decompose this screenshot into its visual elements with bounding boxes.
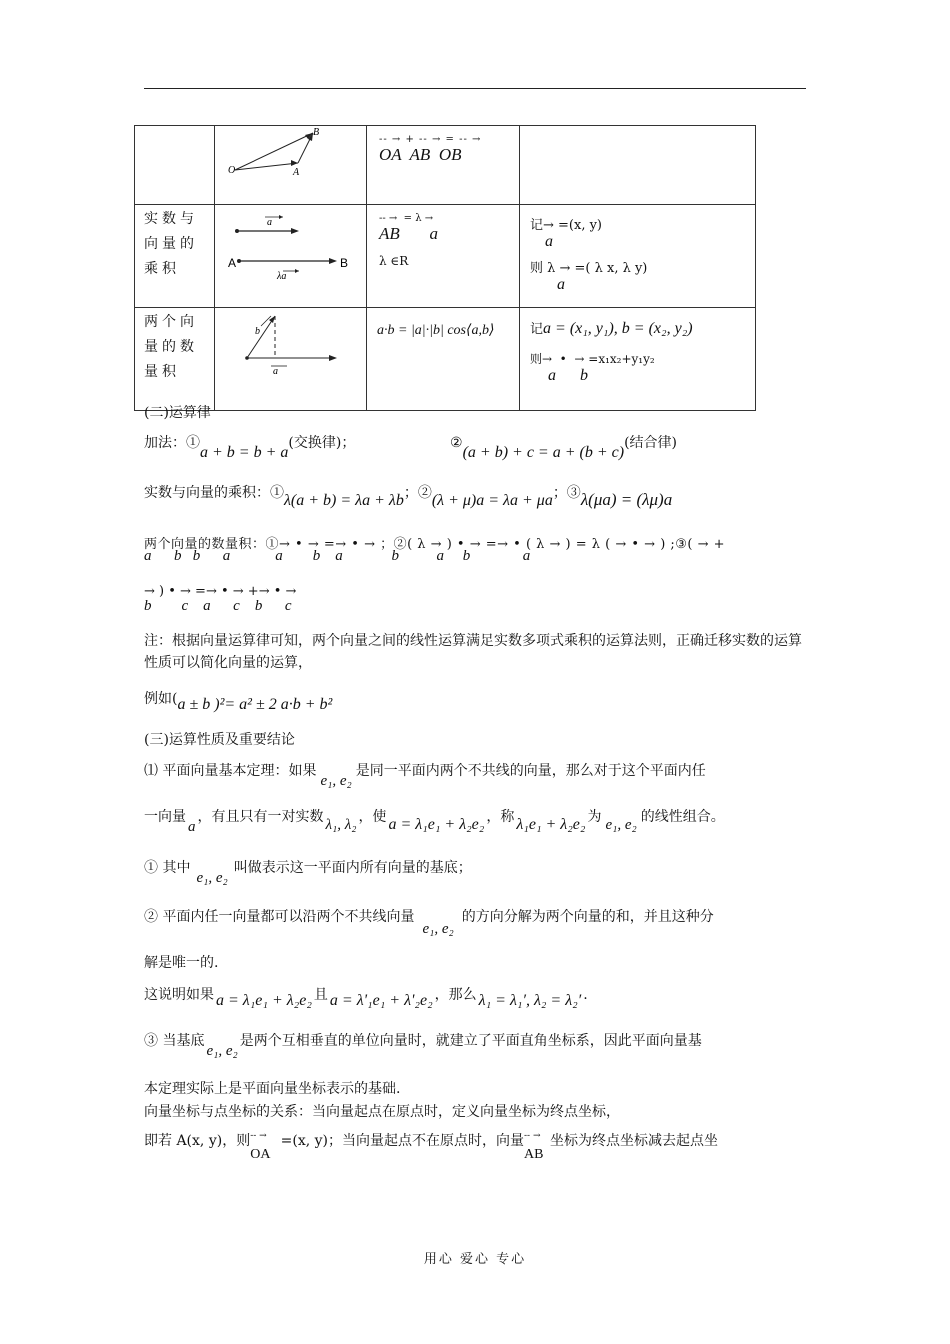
label-o: O	[228, 165, 236, 176]
thm-text-2: 是同一平面内两个不共线的向量，那么对于这个平面内任	[355, 763, 706, 779]
row2-formula-text: AB a	[379, 224, 439, 243]
row1-arrows: -- → + -- → = -- →	[379, 134, 482, 145]
add-prefix: 加法：①	[144, 435, 200, 451]
point-2	[144, 906, 714, 937]
table-row-dot-product	[135, 308, 756, 411]
p2-text-c: 解是唯一的.	[144, 955, 219, 971]
p2-then: ，那么	[434, 987, 477, 1003]
thm-e2: e₁, e₂	[605, 817, 637, 833]
row1-label	[135, 126, 215, 205]
row1-formula	[367, 126, 520, 205]
point-1	[144, 857, 472, 886]
example-formula: a ± b )²= a² ± 2 a·b + b²	[177, 696, 333, 713]
p3-e: e₁, e₂	[206, 1043, 238, 1059]
add-law-2: (a + b) + c = a + (b + c)	[462, 444, 625, 461]
row2-coord-2b: a	[557, 276, 565, 293]
dot-laws-line-2-letters: b c a c b c	[144, 598, 292, 614]
row1-diagram	[215, 126, 367, 205]
thm-text-1: ⑴ 平面向量基本定理：如果	[144, 763, 317, 779]
oa-label: OA	[250, 1147, 271, 1162]
ab-arrow: -- →	[524, 1131, 541, 1141]
row2-diagram	[215, 205, 367, 308]
mul-law-2: (λ + μ)a = λa + μa	[431, 492, 553, 509]
theorem-line-1	[144, 760, 706, 789]
row2-coord-1b: a	[545, 233, 553, 250]
header-rule	[144, 88, 806, 89]
section-3-title: (三)运算性质及重要结论	[144, 732, 295, 748]
add-law-1: a + b = b + a	[200, 444, 289, 461]
label-vec-a: a	[267, 217, 272, 228]
row3-coord-1-prefix: 记	[530, 322, 544, 337]
p1-text-b: 叫做表示这一平面内所有向量的基底；	[233, 860, 472, 876]
label-b: B	[313, 127, 320, 138]
mul-law-1: λ(a + b) = λa + λb	[284, 492, 404, 509]
mul-sep-2: ；③	[552, 485, 581, 501]
ab-label: AB	[524, 1147, 544, 1162]
p2-e: e₁, e₂	[422, 921, 454, 937]
p3-text-a: ③ 当基底	[144, 1033, 205, 1049]
page-footer: 用心 爱心 专心	[423, 1252, 527, 1267]
thm-e: e₁, e₂	[320, 773, 352, 789]
example-prefix: 例如(	[144, 691, 178, 707]
scalar-multiplication-diagram	[215, 205, 365, 303]
label-vec-b: b	[255, 326, 260, 337]
mul-prefix: 实数与向量的乘积：①	[144, 485, 284, 501]
oa-arrow: -- →	[250, 1131, 267, 1141]
thm-comb: λ₁e₁ + λ₂e₂	[516, 816, 586, 833]
p1-e: e₁, e₂	[196, 870, 228, 886]
thm-text-3: 一向量	[144, 809, 186, 825]
row2-formula	[367, 205, 520, 308]
p3-text-c: 本定理实际上是平面向量坐标表示的基础.	[144, 1081, 401, 1097]
row2-coords	[520, 205, 756, 308]
point-2-explanation	[144, 984, 588, 1009]
coord-last-line	[144, 1130, 719, 1162]
row3-formula	[367, 308, 520, 411]
addition-laws	[144, 432, 356, 461]
label-point-b: B	[340, 256, 349, 270]
section-2-title: (二)运算律	[144, 405, 211, 421]
row2-lambda-in-r: λ ∈R	[379, 254, 409, 268]
row3-diagram	[215, 308, 367, 411]
thm-lambda: λ₁, λ₂	[325, 817, 357, 833]
row3-coords	[520, 308, 756, 411]
dot-laws-line-1-letters: a b b a a b a b a b a	[144, 548, 531, 564]
dot-product-diagram	[215, 308, 365, 406]
addition-laws-2	[450, 432, 677, 461]
example-line	[144, 688, 333, 713]
p3-text-b: 是两个互相垂直的单位向量时，就建立了平面直角坐标系，因此平面向量基	[239, 1033, 702, 1049]
row1-coords	[520, 126, 756, 205]
p2-text-a: ② 平面内任一向量都可以沿两个不共线向量	[144, 909, 415, 925]
p2-result: λ₁ = λ₁′, λ₂ = λ₂′	[478, 992, 582, 1009]
label-point-a: A	[228, 256, 237, 270]
p2-text-d: 这说明如果	[144, 987, 214, 1003]
row2-coord-1: 记→ =(x, y)	[530, 218, 603, 233]
thm-text-6: ，称	[486, 809, 515, 825]
row3-label: 两个向量的数量积	[135, 308, 215, 411]
p2-eq-1: a = λ₁e₁ + λ₂e₂	[216, 992, 312, 1009]
p1-text-a: ① 其中	[144, 860, 191, 876]
theorem-line-2	[144, 806, 725, 835]
triangle-addition-diagram	[215, 126, 365, 200]
row1-formula-text: OA AB OB	[379, 145, 462, 164]
thm-text-5: ，使	[358, 809, 387, 825]
add-law-1-note: (交换律)；	[288, 435, 356, 451]
mul-sep-1: ；②	[403, 485, 432, 501]
thm-text-7: 为	[587, 809, 602, 825]
thm-a: a	[188, 819, 196, 835]
label-vec-a2: a	[273, 366, 278, 377]
label-lambda-a: λa	[277, 271, 287, 282]
row2-coord-2: 则 λ → =( λ x, λ y)	[530, 261, 648, 276]
p2-and: 且	[313, 987, 328, 1003]
row3-coord-2: 则→ • → =x₁x₂+y₁y₂	[530, 352, 655, 366]
vector-operations-table	[134, 125, 756, 411]
thm-text-4: ，有且只有一对实数	[197, 809, 324, 825]
p2-dot: .	[583, 987, 588, 1003]
coord-last-c: 坐标为终点坐标减去起点坐	[550, 1133, 719, 1149]
mul-law-3: λ(μa) = (λμ)a	[580, 490, 673, 509]
coord-relation: 向量坐标与点坐标的关系：当向量起点在原点时，定义向量坐标为终点坐标，	[144, 1104, 620, 1120]
row2-label: 实数与向量的乘积	[135, 205, 215, 308]
row3-coord-2b: a b	[548, 367, 588, 384]
dot-laws-line-2: → ) • → =→ • → +→ • →	[144, 584, 297, 599]
label-a: A	[293, 167, 300, 178]
add-law-2-note: (结合律)	[624, 435, 677, 451]
p2-text-b: 的方向分解为两个向量的和，并且这种分	[461, 909, 714, 925]
table-row-addition	[135, 126, 756, 205]
row2-arrows: -- → = λ →	[379, 213, 434, 224]
table-row-scalar	[135, 205, 756, 308]
dot-product-formula: a·b = |a|·|b| cos⟨a,b⟩	[377, 323, 495, 338]
add-2-prefix: ②	[450, 435, 463, 451]
coord-last-a: 即若 A(x, y)，则	[144, 1133, 251, 1149]
thm-text-8: 的线性组合。	[640, 809, 725, 825]
p2-eq-2: a = λ'₁e₁ + λ'₂e₂	[329, 992, 433, 1009]
note-paragraph: 注：根据向量运算律可知，两个向量之间的线性运算满足实数多项式乘积的运算法则，正确迁移实数的运算性质可以简化向量的运算，	[144, 633, 802, 671]
point-3	[144, 1030, 702, 1059]
dot-laws-line-1: 两个向量的数量积：①→ • → =→ • → ；②( λ → ) • → =→ • ( λ → ) = λ ( → • → ) ;③( → +	[144, 537, 726, 552]
scalar-laws	[144, 482, 673, 509]
thm-eq: a = λ₁e₁ + λ₂e₂	[388, 816, 485, 833]
row3-coord-1: a = (x₁, y₁), b = (x₂, y₂)	[543, 320, 693, 337]
coord-last-b: =(x, y)；当向量起点不在原点时，向量	[276, 1133, 525, 1149]
